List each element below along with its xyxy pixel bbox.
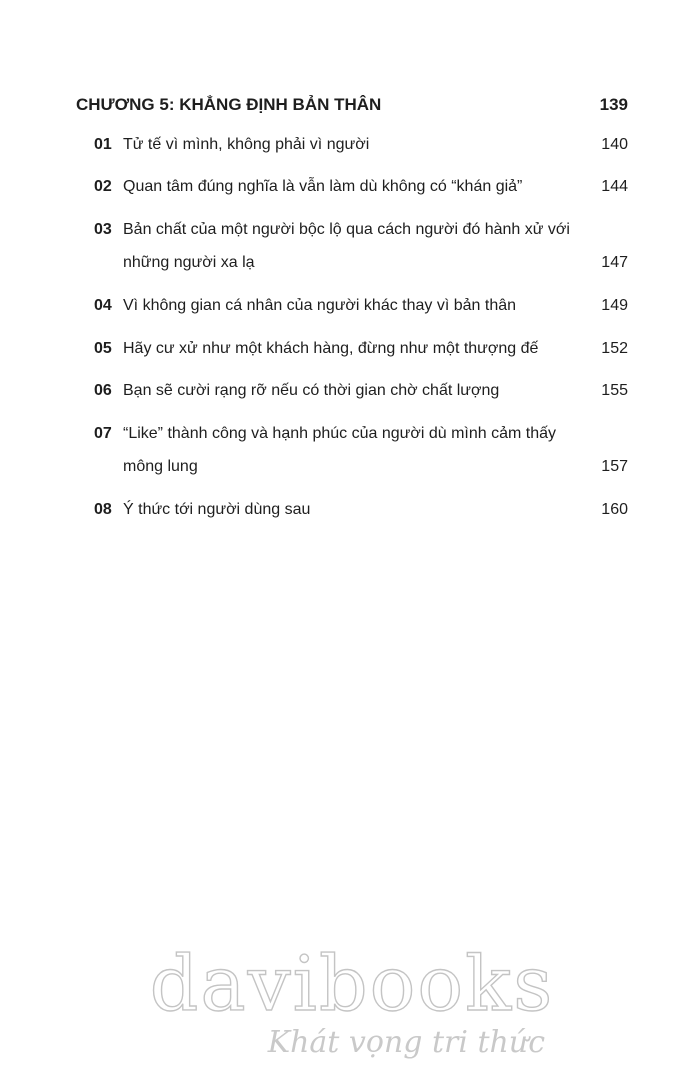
- entry-title: Bản chất của một người bộc lộ qua cách người đó hành xử với: [123, 221, 570, 238]
- entry-title: “Like” thành công và hạnh phúc của người dù mình cảm thấy: [123, 425, 557, 442]
- entry-number: 07: [94, 425, 112, 442]
- watermark-brand: davibooks: [149, 939, 555, 1028]
- entry-page-number: 144: [601, 178, 628, 195]
- entry-page-number: 160: [601, 501, 628, 518]
- toc-entry: [94, 176, 628, 198]
- toc-entry: [94, 380, 628, 402]
- toc-entry: [94, 295, 628, 317]
- toc-entry: [94, 219, 628, 275]
- toc-entry: [94, 423, 628, 479]
- entry-title: Ý thức tới người dùng sau: [123, 501, 311, 518]
- entry-title: Quan tâm đúng nghĩa là vẫn làm dù không có “khán giả”: [123, 178, 523, 195]
- entry-title: Tử tế vì mình, không phải vì người: [123, 136, 370, 153]
- entry-number: 04: [94, 297, 112, 314]
- entry-page-number: 157: [601, 458, 628, 475]
- entry-number: 02: [94, 178, 112, 195]
- entry-title: Vì không gian cá nhân của người khác thay vì bản thân: [123, 297, 517, 314]
- entry-title-continuation: mông lung: [123, 458, 198, 475]
- entry-title-continuation: những người xa lạ: [123, 254, 255, 271]
- toc-entry: [94, 499, 628, 521]
- entry-page-number: 149: [601, 297, 628, 314]
- chapter-page-number: 139: [599, 95, 628, 114]
- entry-number: 06: [94, 382, 112, 399]
- entry-title: Bạn sẽ cười rạng rỡ nếu có thời gian chờ chất lượng: [123, 382, 500, 399]
- toc-entry: [94, 338, 628, 360]
- entry-page-number: 155: [601, 382, 628, 399]
- toc-entry: [94, 134, 628, 156]
- entry-page-number: 147: [601, 254, 628, 271]
- entry-page-number: 152: [601, 340, 628, 357]
- entry-number: 05: [94, 340, 112, 357]
- chapter-title: CHƯƠNG 5: KHẲNG ĐỊNH BẢN THÂN: [76, 95, 382, 114]
- entry-number: 03: [94, 221, 112, 238]
- entry-number: 08: [94, 501, 112, 518]
- watermark-tagline: Khát vọng tri thức: [267, 1025, 545, 1060]
- entry-title: Hãy cư xử như một khách hàng, đừng như một thượng đế: [123, 340, 539, 357]
- entry-page-number: 140: [601, 136, 628, 153]
- chapter-heading: [76, 92, 628, 118]
- entry-number: 01: [94, 136, 112, 153]
